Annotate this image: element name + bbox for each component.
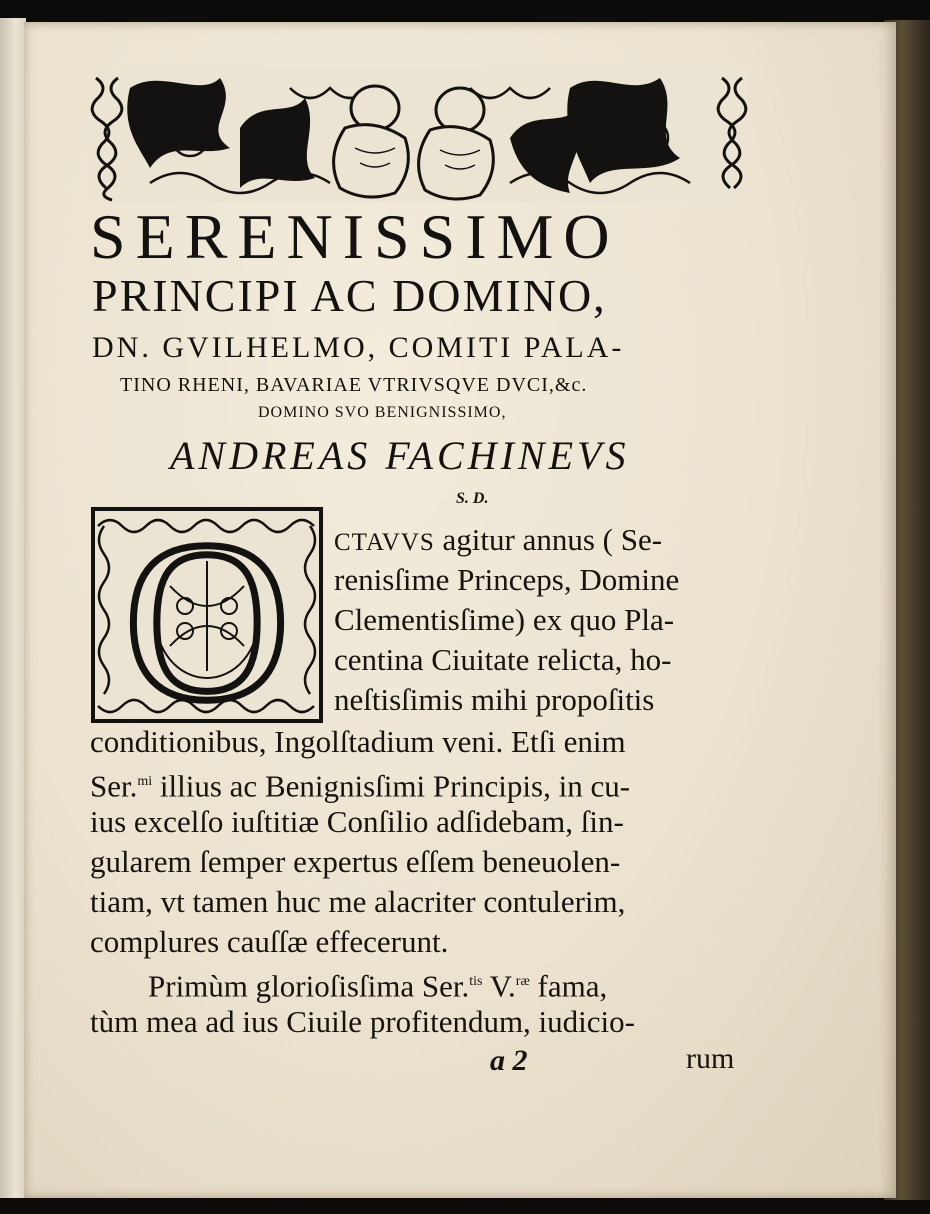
body-text: V. [482, 968, 516, 1004]
body-line-9: gularem ſemper expertus eſſem beneuolen- [90, 844, 621, 879]
body-text: Ser. [90, 768, 138, 804]
superscript: tis [469, 974, 483, 989]
title-line-4: TINO RHENI, BAVARIAE VTRIVSQVE DVCI,&c. [120, 374, 588, 396]
body-line-6: conditionibus, Ingolſtadium veni. Etſi enim [90, 724, 626, 759]
body-line-12 [148, 962, 607, 1006]
smallcaps-word: CTAVVS [334, 529, 435, 556]
title-line-1: SERENISSIMO [90, 201, 620, 272]
title-line-2: PRINCIPI AC DOMINO, [92, 270, 607, 321]
title-line-3: DN. GVILHELMO, COMITI PALA- [92, 331, 625, 364]
dedication-line: DOMINO SVO BENIGNISSIMO, [258, 404, 507, 421]
catchword: rum [686, 1042, 735, 1075]
body-line-5: neſtisſimis mihi propoſitis [334, 682, 655, 717]
drop-cap-initial [90, 506, 324, 724]
body-line-3: Clementisſime) ex quo Pla- [334, 602, 675, 637]
ornamental-headpiece-icon [90, 68, 748, 202]
superscript: mi [137, 774, 153, 789]
body-line-10: tiam, vt tamen huc me alacriter contulerim, [90, 884, 626, 919]
drop-cap-letter: O [123, 506, 291, 724]
body-text: Primùm glorioſisſima Ser. [148, 968, 470, 1004]
signature-mark: a 2 [490, 1044, 528, 1077]
body-line-8: ius excelſo iuſtitiæ Conſilio adſidebam, ſin- [90, 804, 624, 839]
body-line-4: centina Ciuitate relicta, ho- [334, 642, 672, 677]
body-line-2: renisſime Princeps, Domine [334, 562, 680, 597]
body-line-11: complures cauſſæ effecerunt. [90, 924, 449, 959]
body-text: fama, [529, 968, 608, 1004]
body-text: illius ac Benignisſimi Principis, in cu- [152, 768, 631, 804]
body-line-13: tùm mea ad ius Ciuile profitendum, iudicio- [90, 1004, 635, 1039]
superscript: ræ [515, 974, 530, 989]
body-text: agitur annus ( Se- [434, 522, 663, 557]
body-line-1 [334, 520, 662, 563]
author-name: ANDREAS FACHINEVS [170, 433, 630, 478]
body-line-7 [90, 762, 630, 806]
salutation: S. D. [456, 490, 489, 507]
adjacent-page-edge [0, 18, 26, 1198]
